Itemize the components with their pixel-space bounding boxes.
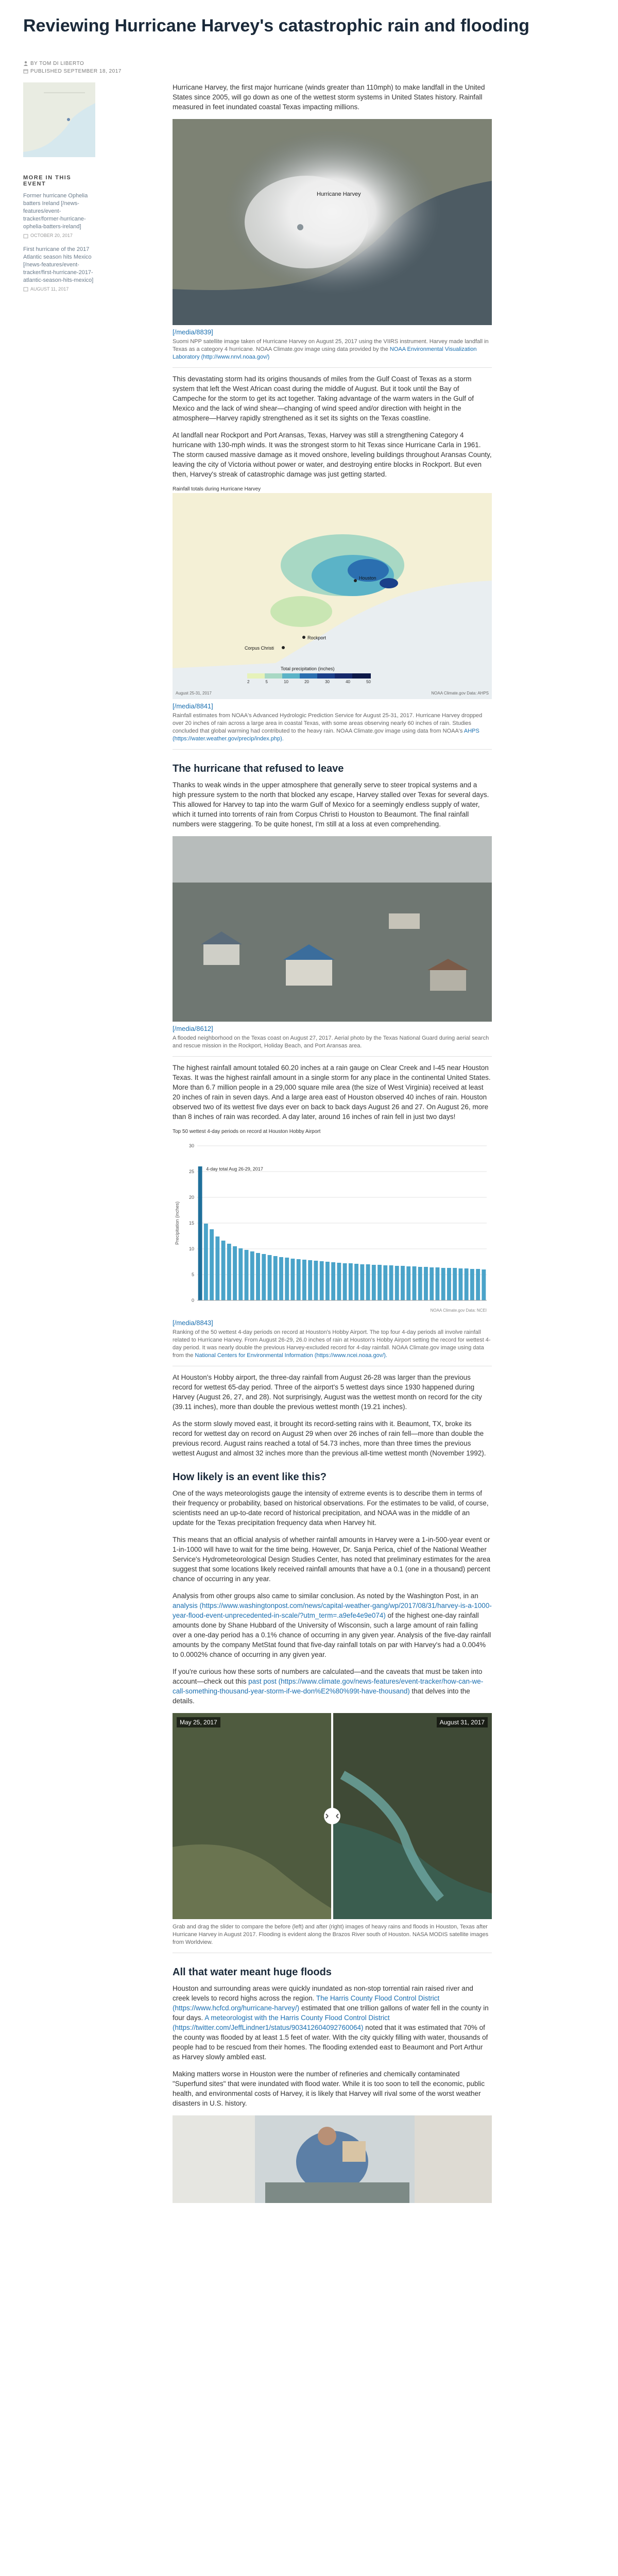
legend-tick: 10 [284,680,288,684]
flood-photo-graphic [173,836,492,1022]
bar [395,1266,399,1300]
bar [273,1256,278,1300]
rainfall-map [173,493,492,699]
sidebar-link-ophelia[interactable]: Former hurricane Ophelia batters Ireland [/news-features/event-tracker/former-hurricane-ophelia-batters-ireland] [23,193,88,230]
map-city-rockport: Rockport [307,635,327,640]
sidebar-date [23,286,95,292]
y-tick-label: 25 [188,1169,194,1174]
hobby-chart [173,1136,492,1316]
paragraph-7: One of the ways meteorologists gauge the intensity of extreme events is to describe them in terms of their frequency or probability, based on historical observations. For the estimates to be valid, of course, scientists need an up-to-date record of historical precipitation, and NOAA was in the middle of an update for the Texas precipitation frequency data when Harvey hit. [173,1489,489,1527]
rescue-photo-graphic [173,2115,492,2203]
calendar-icon [23,233,28,239]
bar [198,1166,202,1300]
paragraph-10 [173,1667,492,1706]
paragraph-1: This devastating storm had its origins thousands of miles from the Gulf Coast of Texas as a storm system that left the West African coast during the middle of August. But it took until the Bay of Campeche for the storm to get its act together. Taking advantage of the warm waters in the Gulf of Mexico and the lack of wind shear—changing of wind speed and/or direction with height in the atmosphere—Harvey rapidly strengthened as it set its sights on the Texas coastline. [173,375,474,422]
published-row [23,69,122,74]
bar [227,1244,231,1300]
hobby-chart-svg [173,1136,492,1316]
sidebar-date-text: AUGUST 11, 2017 [30,286,69,292]
y-tick-label: 0 [191,1298,194,1303]
chart-source: NOAA Climate.gov Data: NCEI [430,1308,487,1313]
media-link-satellite[interactable]: [/media/8839] [173,328,213,336]
paragraph-6: As the storm slowly moved east, it brought its record-setting rains with it. Beaumont, TX, broke its record for wettest day on record on August 29 when over 26 inches of rain fell—more than double the previous record. August rains reached a total of 54.73 inches, more than three times the previous wettest August and almost 32 inches more than the previous all-time wettest month (November 1992). [173,1420,486,1457]
map-marker-icon [302,636,305,639]
map-credit: NOAA Climate.gov Data: AHPS [431,691,489,696]
paragraph-8: This means that an official analysis of whether rainfall amounts in Harvey were a 1-in-500-year event or 1-in-1000 will have to wait for the time being. However, Dr. Sanja Perica, chief of the National Weather Service's Hydrometeorological Design Studies Center, has noted that preliminary estimates for the area suggest that some locations likely received rainfall amounts that have a 0.1 (one in a thousand) percent chance of occurring in any year. [173,1536,491,1583]
slider-handle-icon[interactable] [324,1808,340,1824]
map-legend-title: Total precipitation (inches) [281,666,335,671]
bar [256,1253,260,1300]
bar [325,1262,330,1300]
bar [377,1265,382,1300]
bar [268,1255,272,1300]
bar [366,1264,370,1300]
bar [308,1260,312,1300]
p11-text: Houston and surrounding areas were quickly inundated as non-stop torrential rain raised river and creek levels to record highs across the region. [173,1985,473,2002]
legend-tick: 30 [325,680,330,684]
storm-label: Hurricane Harvey [317,191,361,197]
bar [320,1261,324,1300]
y-tick-label: 10 [188,1246,194,1251]
bar [453,1268,457,1300]
map-city-corpus-christi: Corpus Christi [245,646,274,651]
paragraph-2: At landfall near Rockport and Port Aransas, Texas, Harvey was still a strengthening Category 4 hurricane with 130-mph winds. It was the strongest storm to hit Texas since Hurricane Carla in 1961. The storm caused massive damage as it moved onshore, leveling buildings throughout Aransas County, leaving the city of Victoria without power or water, and destroying entire blocks in Rockport. But even then, Harvey's streak of catastrophic damage was just getting started. [173,431,492,478]
bar [436,1267,440,1300]
map-marker-icon [67,118,70,121]
chart-title: Top 50 wettest 4-day periods on record at Houston Hobby Airport [173,1129,321,1134]
paragraph-9 [173,1591,492,1659]
bar [360,1264,364,1300]
washington-post-link[interactable]: analysis (https://www.washingtonpost.com/news/capital-weather-gang/wp/2017/08/31/harvey-is-a-1000-year-flood-event-unprecedented-in-scale/?utm_term=.a9efe4e9e074) [173,1602,492,1619]
bar [285,1258,289,1300]
heading-how-likely: How likely is an event like this? [173,1471,327,1483]
rainmap-title: Rainfall totals during Hurricane Harvey [173,486,261,492]
map-graphic [23,82,95,157]
paragraph-4: The highest rainfall amount totaled 60.20 inches at a rain gauge on Clear Creek and I-45 near Houston Texas. It was the highest rainfall amount in a single storm for any place in the continental United States. More than 6.7 million people in a 29,000 square mile area (the size of West Virginia) received at least 20 inches of rain in seven days. And a large area east of Houston observed 40 inches of rain. Houston observed two of its wettest five days ever on back to back days August 26 and 27. On August 26, more than 8 inches of rain was recorded. A day later, around 16 inches of rain fell in just two days! [173,1064,491,1121]
bar [302,1260,306,1300]
bar [482,1269,486,1300]
legend-tick: 40 [346,680,350,684]
bar [458,1268,462,1300]
bar [349,1263,353,1300]
y-tick-label: 20 [188,1195,194,1200]
calendar-icon [23,69,28,74]
bar [476,1269,480,1300]
bar [418,1267,422,1300]
paragraph-11 [173,1984,492,2062]
sidebar-link-first-hurricane[interactable]: First hurricane of the 2017 Atlantic season hits Mexico [/news-features/event-tracker/first-hurricane-2017-atlantic-season-hits-mexico] [23,246,94,283]
legend-tick: 20 [304,680,309,684]
y-axis-label: Precipitation (inches) [175,1201,180,1245]
bar [430,1267,434,1300]
map-marker-icon [282,646,285,649]
bar [279,1257,283,1300]
rescue-photo [173,2115,492,2203]
byline [23,61,122,76]
bar [354,1264,358,1300]
bar [245,1250,249,1300]
map-city-houston: Houston [359,575,376,581]
bar [262,1254,266,1300]
satellite-image [173,119,492,325]
media-link-flood-photo[interactable]: [/media/8612] [173,1025,213,1032]
bar [447,1268,451,1300]
intro-paragraph: Hurricane Harvey, the first major hurricane (winds greater than 110mph) to make landfall in the United States since 2005, will go down as one of the wettest storm systems in United States history. Rainfall measured in feet inundated coastal Texas impacting millions. [173,83,485,111]
before-after-slider[interactable] [173,1713,492,1919]
caption-link[interactable]: AHPS (https://water.weather.gov/precip/index.php). [173,728,479,742]
published-date: PUBLISHED SEPTEMBER 18, 2017 [30,69,122,74]
map-legend-ticks [247,680,371,684]
bar [465,1268,469,1300]
past-post-link[interactable]: past post (https://www.climate.gov/news-features/event-tracker/how-can-we-call-something-thousand-year-storm-if-we-don%E2%80%99t-have-thousand) [173,1677,484,1695]
flood-photo [173,836,492,1022]
swipe-caption: Grab and drag the slider to compare the before (left) and after (right) images of heavy rains and floods in Houston, Texas after Hurricane Harvey in August 2017. Flooding is evident along the Brazos River south of Houston. NASA MODIS satellite images from Worldview. [173,1923,492,1953]
map-marker-icon [354,579,357,582]
bar [331,1262,335,1300]
bar [250,1251,254,1300]
y-tick-label: 15 [188,1221,194,1226]
bar [401,1266,405,1300]
caption-text: Ranking of the 50 wettest 4-day periods on record at Houston's Hobby Airport. The top four 4-day periods all involve rainfall related to Hurricane Harvey. From August 26-29, 26.0 inches of rain at Houston's Hobby Airport setting the record for wettest 4-day period. It was nearly double the previous Harvey-excluded record for 4-day rainfall. NOAA Climate.gov image using data from the [173,1329,491,1359]
calendar-icon [23,286,28,292]
caption-link[interactable]: NOAA Environmental Visualization Laboratory (http://www.nnvl.noaa.gov/) [173,346,477,360]
after-date-label: August 31, 2017 [437,1717,488,1727]
satellite-graphic [173,119,492,325]
bar [413,1266,417,1300]
bar [389,1265,393,1300]
paragraph-3: Thanks to weak winds in the upper atmosphere that generally serve to steer tropical systems and a high pressure system to the north that blocked any escape, Harvey stalled over Texas for several days. This allowed for Harvey to tap into the warm Gulf of Mexico for a seemingly endless supply of water, which it turned into torrents of rain from Corpus Christi to Houston to Beaumont. The final rainfall numbers were staggering. To be quite honest, I'm still at a loss at even comprehending. [173,781,489,828]
before-after-graphic [173,1713,492,1919]
caption-text: Suomi NPP satellite image taken of Hurricane Harvey on August 25, 2017 using the VIIRS instrument. Harvey made landfall in Texas as a category 4 hurricane. NOAA Climate.gov image using data provided by the [173,338,489,352]
caption-link[interactable]: National Centers for Environmental Information (https://www.ncei.noaa.gov/). [195,1352,387,1359]
p10-text: that delves into the details. [173,1687,470,1705]
before-date-label: May 25, 2017 [177,1717,220,1727]
bar [297,1259,301,1300]
article-body [173,82,492,2203]
paragraph-5: At Houston's Hobby airport, the three-day rainfall from August 26-28 was larger than the previous record for wettest 65-day period. Three of the airport's 5 wettest days since 1930 happened during Harvey (August 26, 27, and 28). Not surprisingly, August was the wettest month on record for the city (39.11 inches), more than double the previous wettest month (19.21 inches). [173,1374,482,1411]
legend-tick: 50 [366,680,371,684]
media-link-rainmap[interactable]: [/media/8841] [173,702,213,710]
sidebar-map-thumbnail[interactable] [23,82,95,157]
bar [204,1224,208,1300]
user-icon [23,61,28,66]
harris-county-link[interactable]: The Harris County Flood Control District (https://www.hcfcd.org/hurricane-harvey/) [173,1994,440,2012]
sidebar-heading: MORE IN THIS EVENT [23,175,72,187]
bar [337,1263,341,1300]
rainmap-caption [173,712,492,750]
bar [372,1265,376,1300]
p9-text: Analysis from other groups also came to similar conclusion. As noted by the Washington Post, in an [173,1592,478,1600]
bar [441,1268,445,1300]
legend-tick: 5 [265,680,268,684]
author-row [23,61,122,66]
chart-caption [173,1329,492,1366]
media-link-chart[interactable]: [/media/8843] [173,1319,213,1327]
bar [424,1267,428,1300]
satellite-caption [173,338,492,368]
heading-refused-to-leave: The hurricane that refused to leave [173,763,344,774]
bar [233,1246,237,1300]
y-tick-label: 30 [188,1143,194,1148]
map-date-note: August 25-31, 2017 [176,691,212,696]
p10-text: If you're curious how these sorts of numbers are calculated—and the caveats that must be taken into account—check out this [173,1668,483,1685]
bar [383,1265,387,1300]
author: BY TOM DI LIBERTO [30,61,84,66]
p11-text: estimated that one trillion gallons of water fell in the county in four days. [173,2004,489,2022]
bar [470,1269,474,1300]
y-tick-label: 5 [191,1272,194,1277]
sidebar [23,82,95,299]
legend-tick: 2 [247,680,250,684]
article-title: Reviewing Hurricane Harvey's catastrophic rain and flooding [23,16,530,36]
bar [406,1266,410,1300]
sidebar-date-text: OCTOBER 20, 2017 [30,233,73,238]
meteorologist-link[interactable]: A meteorologist with the Harris County Flood Control District (https://twitter.com/JeffLindner1/status/903412604092760064) [173,2014,390,2031]
bar [221,1241,226,1300]
bar [343,1263,347,1300]
paragraph-12: Making matters worse in Houston were the number of refineries and chemically contaminated "Superfund sites" that were inundated with flood water. While it is too soon to tell the economic, public health, and environmental costs of Harvey, it is likely that Harvey will rival some of the worst weather disasters in U.S. history. [173,2070,485,2107]
bar [215,1236,219,1300]
bar [210,1229,214,1300]
bar [314,1261,318,1300]
sidebar-date [23,233,95,239]
p9-text: of the highest one-day rainfall amounts done by Shane Hubbard of the University of Wisconsin, such a large amount of rain falling over a one-day period has a 0.1% chance of occurring in any given year. Analysis of the five-day rainfall amounts by the company MetStat found that five-day rainfall totals on par with Harvey's had a 0.004% to 0.0002% chance of occurring in any given year. [173,1612,491,1658]
caption-text: Rainfall estimates from NOAA's Advanced Hydrologic Prediction Service for August 25-31, 2017. Hurricane Harvey dropped over 20 inches of rain across a large area in coastal Texas, with some areas observing nearly 60 inches of rain. Studies concluded that global warming had contributed to the heavy rain. NOAA Climate.gov image using data from NOAA's [173,713,483,734]
heading-huge-floods: All that water meant huge floods [173,1967,332,1978]
bar [238,1248,243,1300]
chart-annotation: 4-day total Aug 26-29, 2017 [206,1166,263,1172]
bar [291,1259,295,1300]
p11-text: noted that it was estimated that 70% of the county was flooded by at least 1.5 feet of water. With the city quickly filling with water, thousands of people had to be rescued from their homes. The flooding extended east to Beaumont and Port Arthur as Harvey slowly ambled east. [173,2024,488,2061]
flood-photo-caption: A flooded neighborhood on the Texas coast on August 27, 2017. Aerial photo by the Texas National Guard during aerial search and rescue mission in the Rockport, Holiday Beach, and Port Aransas area. [173,1035,492,1057]
